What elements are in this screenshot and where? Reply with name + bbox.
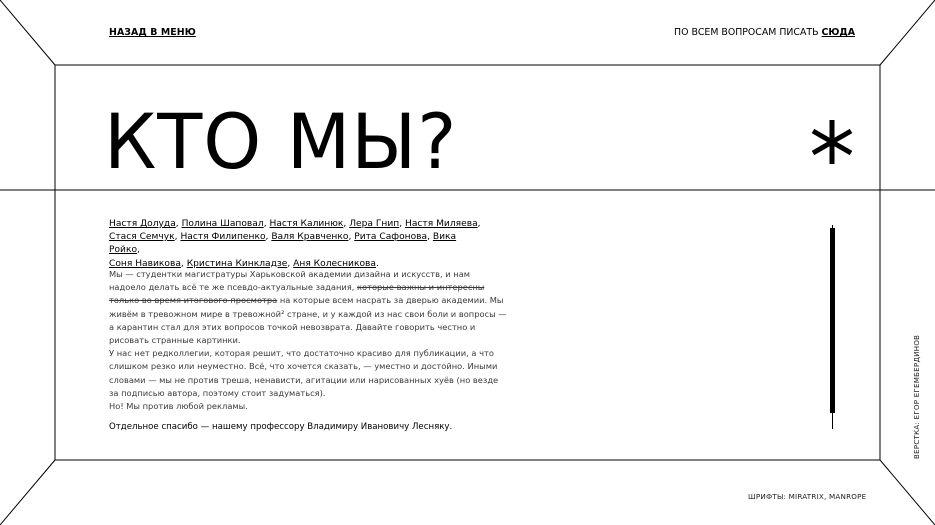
- author-link[interactable]: Рита Сафонова: [354, 232, 428, 243]
- author-link[interactable]: Соня Навикова: [109, 258, 181, 269]
- about-text: [109, 268, 509, 413]
- strikethrough-text: которые важны и интересны только во время итогового просмотра: [109, 282, 485, 306]
- author-link[interactable]: Аня Колесникова: [293, 258, 376, 269]
- contact-prefix: ПО ВСЕМ ВОПРОСАМ ПИСАТЬ: [674, 27, 819, 38]
- author-link[interactable]: Настя Филипенко: [180, 232, 266, 243]
- layout-credit: ВЕРСТКА: ЕГОР ЕГЕМБЕРДИНОВ: [913, 334, 921, 459]
- about-paragraph: У нас нет редколлегии, которая решит, что достаточно красиво для публикации, а что слишком резко или неуместно. Всё, что хочется сказать, — уместно и достойно. Иными словами — мы не против треша, ненависти, агитации или нарисованных хуёв (но везде за подписью автора, поэтому стоит задуматься).: [109, 348, 499, 398]
- about-paragraph: Мы — студентки магистратуры Харьковской академии дизайна и искусств, и нам надоело делать всё те же псевдо-актуальные задания, которые важны и интересны только во время итогового просмотра на которые всем насрать за дверью академии. Мы живём в тревожном мире в тревожной² стране, и у каждой из нас свои боли и вопросы — а карантин стал для этих вопросов точкой невозврата. Давайте говорить честно и рисовать странные картинки.: [109, 269, 507, 346]
- contact-line: [674, 27, 855, 38]
- thanks-text: Отдельное спасибо — нашему профессору Владимиру Ивановичу Лесняку.: [109, 422, 453, 432]
- author-link[interactable]: Стася Семчук: [109, 232, 175, 243]
- authors-list: Настя Долуда, Полина Шаповал, Настя Калинюк, Лера Гнип, Настя Миляева, Стася Семчук, Настя Филипенко, Валя Кравченко, Рита Сафонова, Вика Ройко, Соня Навикова, Кристина Кинкладзе, Аня Колесникова.: [109, 219, 481, 269]
- fonts-credit: ШРИФТЫ: MIRATRIX, MANROPE: [748, 492, 867, 501]
- author-link[interactable]: Лера Гнип: [349, 219, 400, 229]
- scrollbar-thumb[interactable]: [830, 228, 835, 413]
- author-link[interactable]: Полина Шаповал: [181, 219, 264, 229]
- author-link[interactable]: Настя Долуда: [109, 219, 176, 229]
- author-link[interactable]: Вика Ройко: [109, 232, 457, 256]
- about-paragraph: Но! Мы против любой рекламы.: [109, 401, 248, 412]
- contact-link[interactable]: СЮДА: [821, 27, 855, 38]
- author-link[interactable]: Настя Миляева: [405, 219, 478, 229]
- author-link[interactable]: Настя Калинюк: [269, 219, 344, 229]
- asterisk-icon: [808, 118, 856, 166]
- author-link[interactable]: Валя Кравченко: [271, 232, 349, 243]
- page-title: КТО МЫ?: [104, 97, 458, 186]
- back-to-menu-link[interactable]: НАЗАД В МЕНЮ: [109, 27, 196, 38]
- author-link[interactable]: Кристина Кинкладзе: [186, 258, 288, 269]
